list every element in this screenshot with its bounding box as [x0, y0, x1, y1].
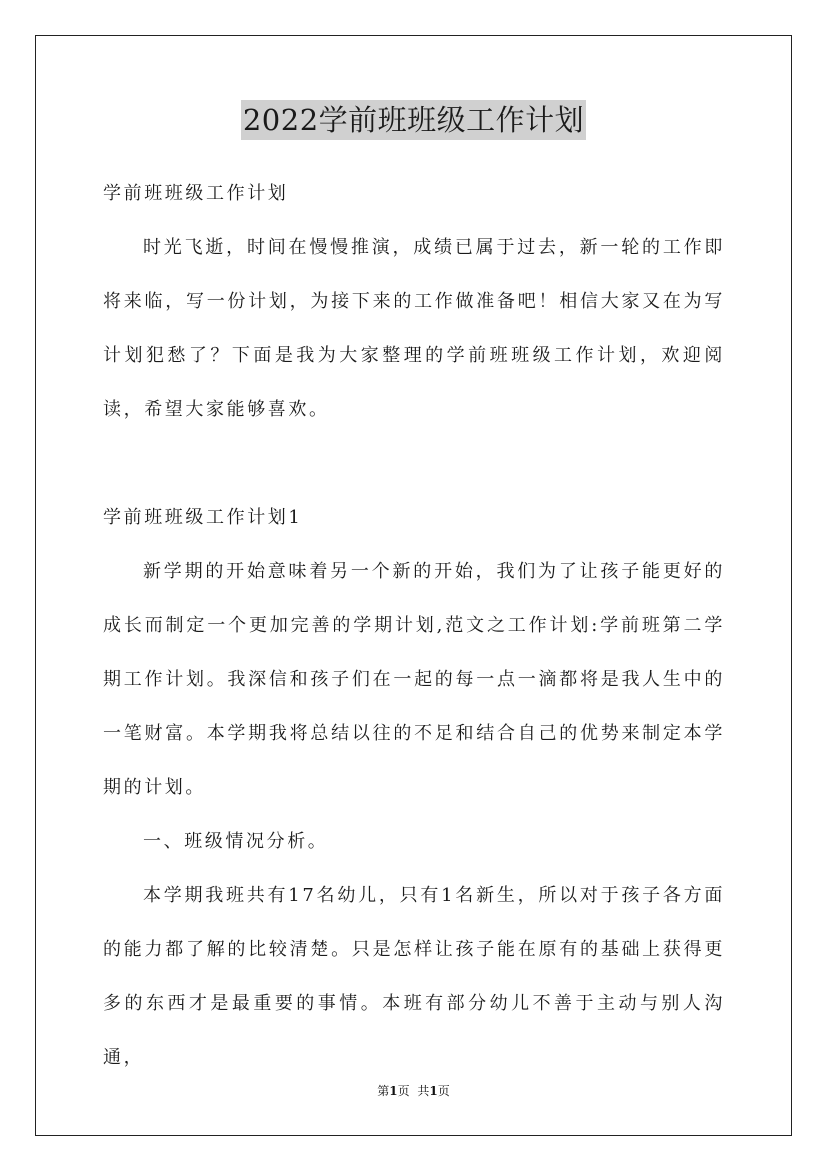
paragraph-plan-1-heading: 学前班班级工作计划1 [103, 507, 303, 528]
document-title: 2022学前班班级工作计划 [241, 100, 586, 140]
blank-line [103, 437, 725, 491]
page-footer [0, 1082, 827, 1100]
paragraph-class-analysis: 本学期我班共有17名幼儿，只有1名新生，所以对于孩子各方面的能力都了解的比较清楚。只是怎样让孩子能在原有的基础上获得更多的东西才是最重要的事情。本班有部分幼儿不善于主动与别人沟通， [103, 885, 725, 1068]
total-prefix: 共 [417, 1084, 430, 1098]
document-title-container [0, 100, 827, 140]
paragraph-plan-1-intro: 新学期的开始意味着另一个新的开始，我们为了让孩子能更好的成长而制定一个更加完善的学期计划,范文之工作计划:学前班第二学期工作计划。我深信和孩子们在一起的每一点一滴都将是我人生中的一笔财富。本学期我将总结以往的不足和结合自己的优势来制定本学期的计划。 [103, 561, 725, 798]
paragraph-intro: 时光飞逝，时间在慢慢推演，成绩已属于过去，新一轮的工作即将来临，写一份计划，为接下来的工作做准备吧！相信大家又在为写计划犯愁了？下面是我为大家整理的学前班班级工作计划，欢迎阅读，希望大家能够喜欢。 [103, 237, 725, 420]
page-suffix: 页 [397, 1084, 410, 1098]
total-pages: 1 [429, 1084, 438, 1098]
paragraph-class-analysis-heading: 一、班级情况分析。 [143, 831, 329, 852]
document-body [103, 167, 725, 1085]
paragraph-section-heading: 学前班班级工作计划 [103, 183, 289, 204]
page-number: 1 [389, 1084, 398, 1098]
total-suffix: 页 [437, 1084, 450, 1098]
page-prefix: 第 [377, 1084, 390, 1098]
